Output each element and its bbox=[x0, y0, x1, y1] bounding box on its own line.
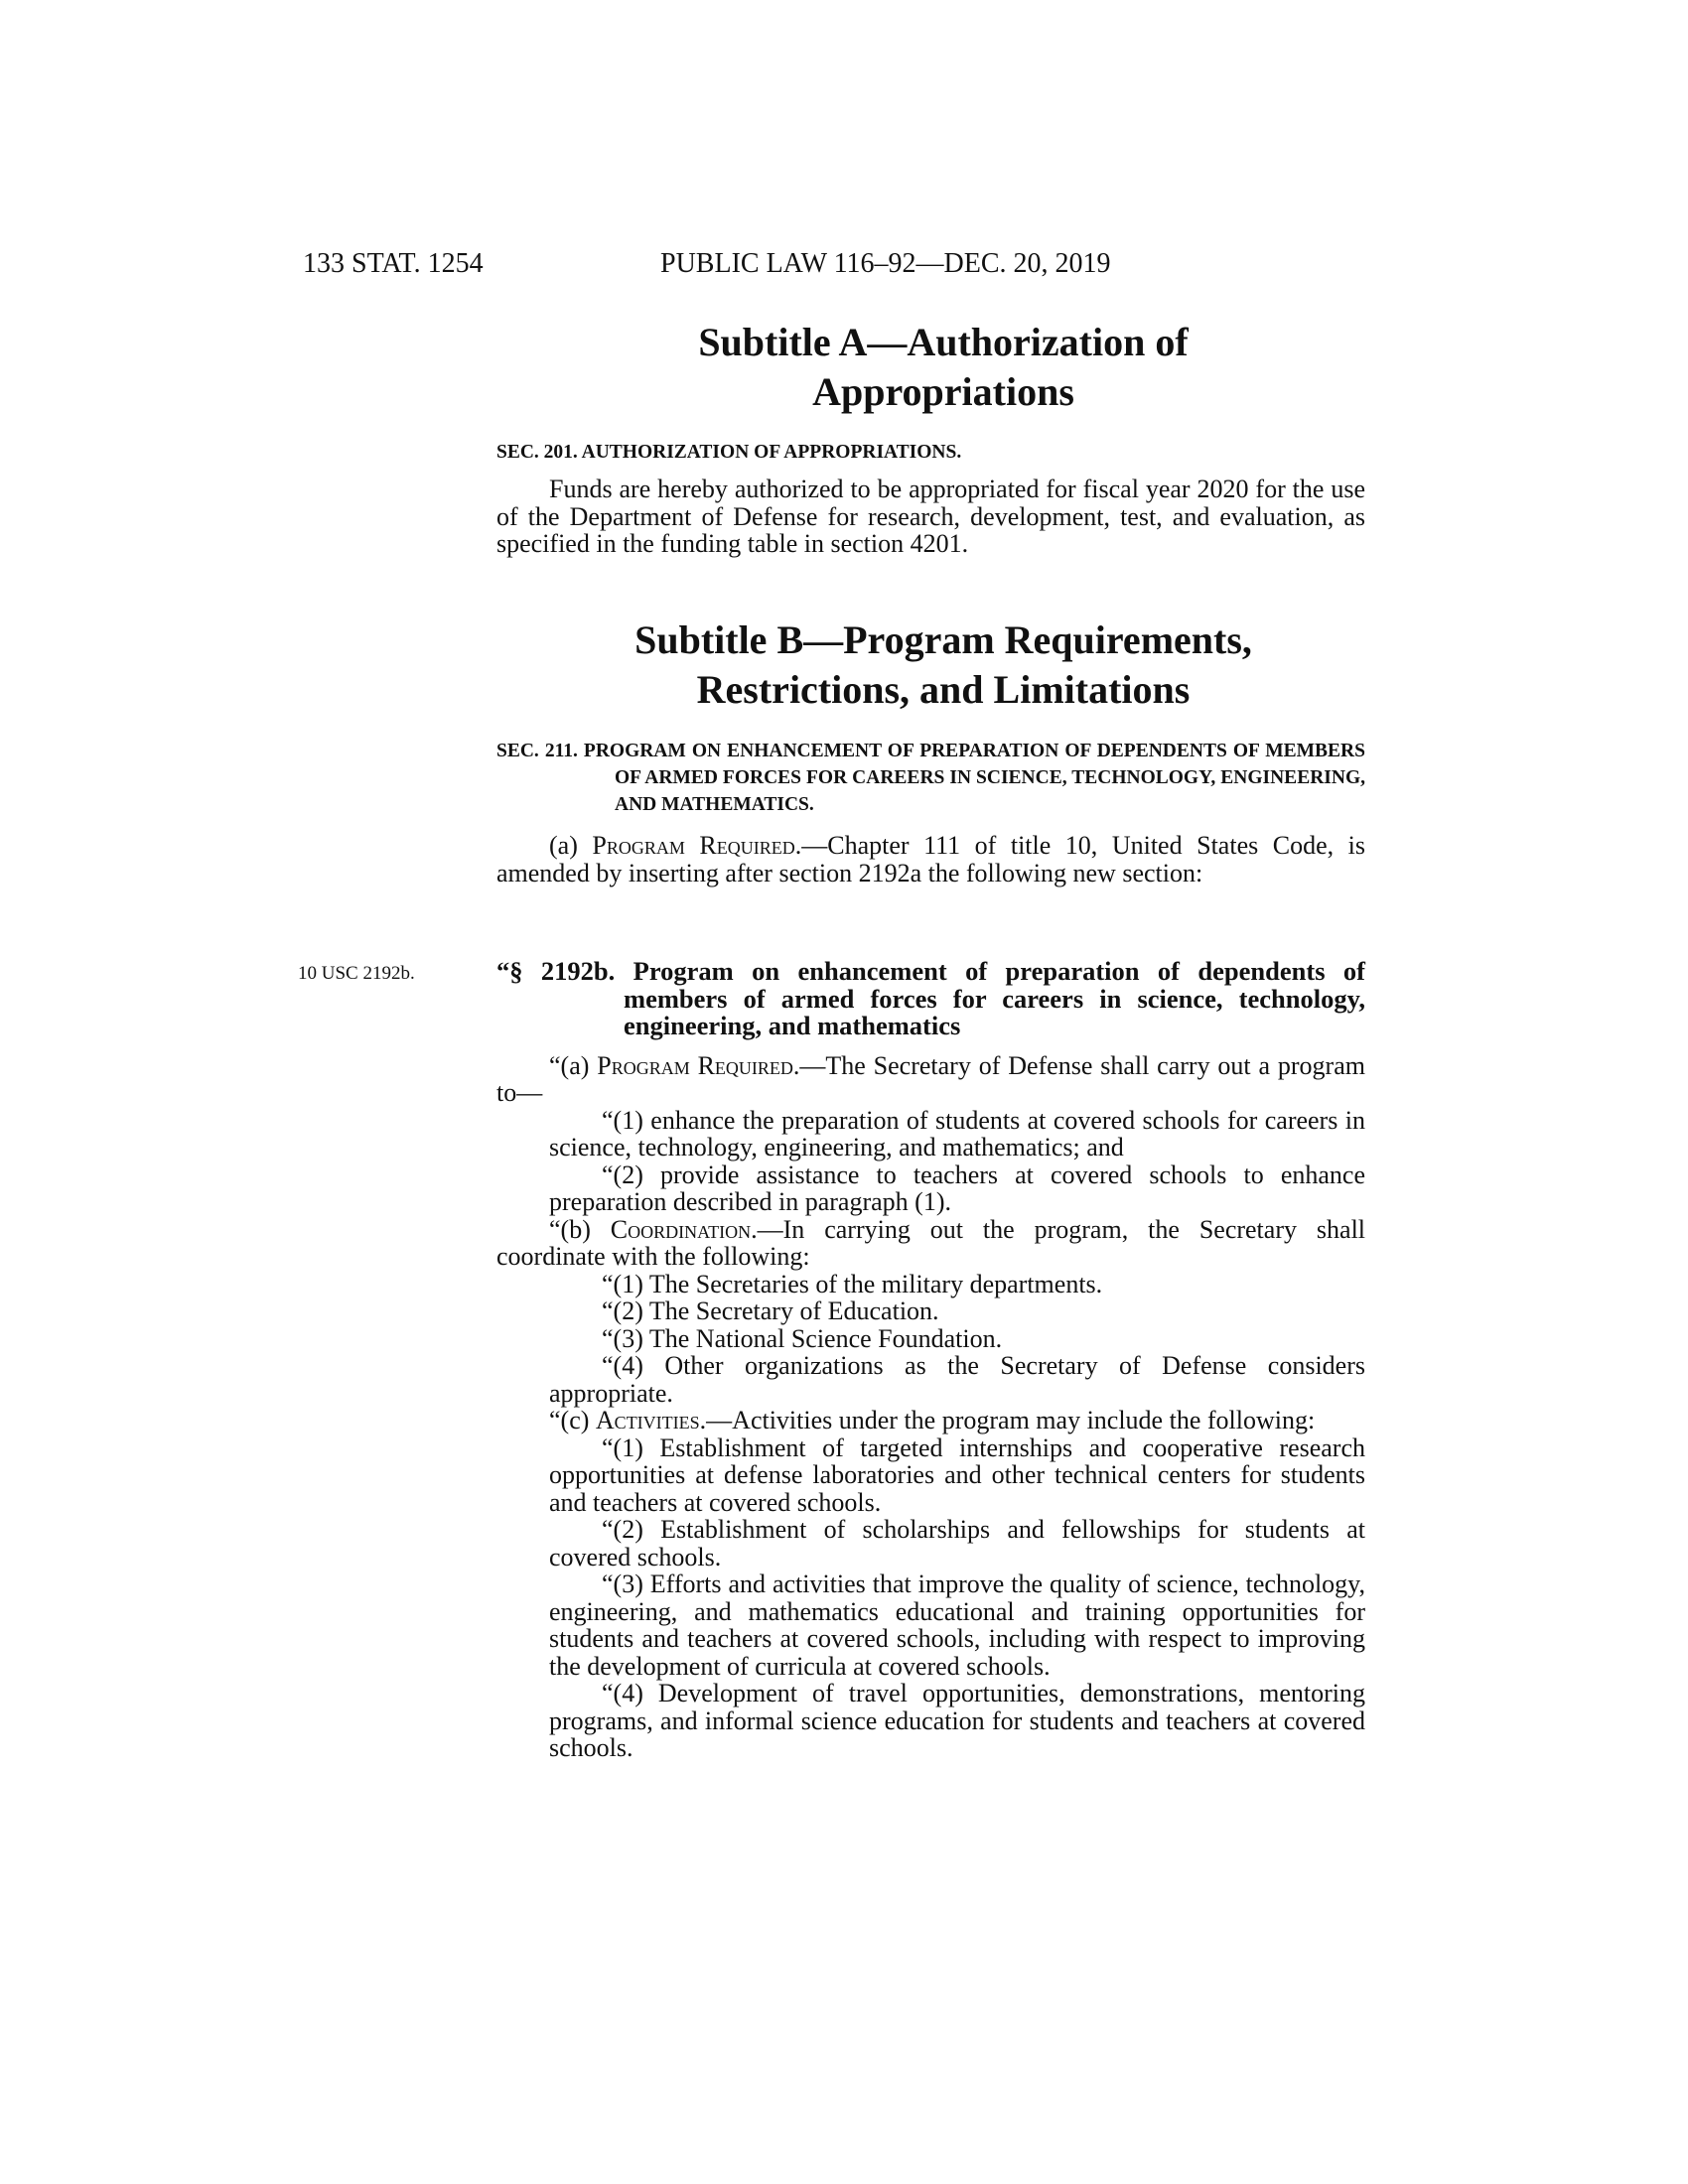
margin-citation-note: 10 USC 2192b. bbox=[298, 963, 415, 984]
subtitle-b-line2: Restrictions, and Limitations bbox=[696, 667, 1191, 712]
subtitle-b-line1: Subtitle B—Program Requirements, bbox=[634, 617, 1252, 662]
subtitle-b-block bbox=[496, 615, 1365, 715]
public-law-header: PUBLIC LAW 116–92—DEC. 20, 2019 bbox=[660, 248, 1111, 279]
section-2192b bbox=[496, 958, 1365, 1762]
subtitle-a-block bbox=[496, 318, 1365, 417]
section-2192b-a-label: “(a) bbox=[549, 1050, 598, 1080]
section-2192b-a2: “(2) provide assistance to teachers at covered schools to enhance preparation described in paragraph (1). bbox=[549, 1160, 1365, 1216]
sec-211 bbox=[496, 738, 1365, 887]
section-2192b-c2: “(2) Establishment of scholarships and fellowships for students at covered schools. bbox=[549, 1515, 1365, 1571]
sec-211-a-label: (a) bbox=[549, 831, 593, 860]
section-2192b-b bbox=[496, 1216, 1365, 1271]
section-2192b-c4: “(4) Development of travel opportunities, demonstrations, mentoring programs, and informal science education for students and teachers at covered schools. bbox=[549, 1679, 1365, 1762]
sec-211-a-text: —Chapter 111 of title 10, United States Code, is amended by inserting after section 2192a the following new section: bbox=[496, 831, 1366, 887]
section-2192b-c-text: —Activities under the program may include the following: bbox=[706, 1406, 1316, 1434]
section-2192b-c3: “(3) Efforts and activities that improve the quality of science, technology, engineering, and mathematics educational and training opportunities for students and teachers at covered schools, including with respect to improving the development of curricula at covered schools. bbox=[549, 1570, 1365, 1681]
sec-201 bbox=[496, 439, 1365, 558]
statute-page-number: 133 STAT. 1254 bbox=[303, 248, 484, 279]
section-2192b-c-caption: Activities. bbox=[595, 1406, 707, 1434]
section-2192b-b-text: —In carrying out the program, the Secretary shall coordinate with the following: bbox=[496, 1214, 1366, 1271]
section-2192b-c-label: “(c) bbox=[549, 1406, 596, 1434]
sec-211-heading: SEC. 211. PROGRAM ON ENHANCEMENT OF PREPARATION OF DEPENDENTS OF MEMBERS OF ARMED FORCES FOR CAREERS IN SCIENCE, TECHNOLOGY, ENGINEERING, AND MATHEMATICS. bbox=[496, 741, 1365, 815]
section-2192b-b4: “(4) Other organizations as the Secretary of Defense considers appropriate. bbox=[549, 1351, 1365, 1408]
section-2192b-a1: “(1) enhance the preparation of students at covered schools for careers in science, technology, engineering, and mathematics; and bbox=[549, 1105, 1365, 1161]
section-2192b-a-caption: Program Required. bbox=[597, 1050, 800, 1080]
section-2192b-b3: “(3) The National Science Foundation. bbox=[602, 1323, 1003, 1353]
section-2192b-b-label: “(b) bbox=[549, 1214, 611, 1244]
subtitle-a-heading bbox=[506, 318, 1380, 417]
section-2192b-a bbox=[496, 1052, 1365, 1107]
sec-201-heading: SEC. 201. AUTHORIZATION OF APPROPRIATIONS. bbox=[496, 442, 962, 463]
section-2192b-b-caption: Coordination. bbox=[610, 1214, 758, 1244]
sec-201-text: Funds are hereby authorized to be appropriated for fiscal year 2020 for the use of the Department of Defense for research, development, test, and evaluation, as specified in the funding table in section 4201. bbox=[496, 475, 1365, 558]
section-2192b-c bbox=[496, 1407, 1365, 1434]
section-2192b-heading: “§ 2192b. Program on enhancement of preparation of dependents of members of armed forces for careers in science, technology, engineering, and mathematics bbox=[496, 956, 1365, 1040]
sec-211-a-caption: Program Required. bbox=[592, 831, 802, 860]
subtitle-a-line1: Subtitle A—Authorization of bbox=[698, 320, 1189, 364]
sec-211-a bbox=[496, 832, 1365, 887]
section-2192b-b2: “(2) The Secretary of Education. bbox=[602, 1297, 939, 1325]
section-2192b-c1: “(1) Establishment of targeted internships and cooperative research opportunities at defense laboratories and other technical centers for students and teachers at covered schools. bbox=[549, 1433, 1365, 1517]
section-2192b-a-text: —The Secretary of Defense shall carry out a program to— bbox=[496, 1050, 1365, 1107]
subtitle-a-line2: Appropriations bbox=[812, 369, 1074, 414]
subtitle-b-heading bbox=[506, 615, 1380, 715]
section-2192b-b1: “(1) The Secretaries of the military departments. bbox=[602, 1269, 1103, 1298]
